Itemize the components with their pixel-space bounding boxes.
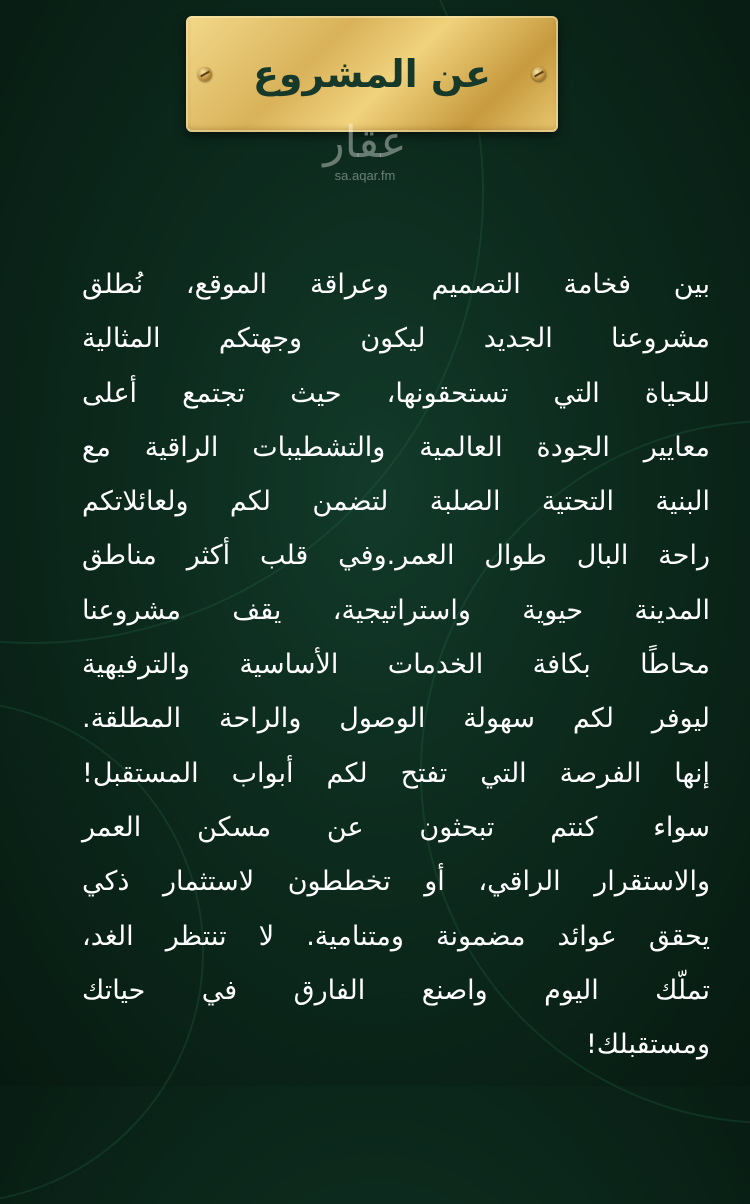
description-line: والاستقرار الراقي، أو تخططون لاستثمار ذكي bbox=[82, 866, 710, 898]
description-line: معايير الجودة العالمية والتشطيبات الراقية مع bbox=[82, 431, 710, 463]
watermark-url: sa.aqar.fm bbox=[334, 168, 396, 183]
watermark bbox=[290, 117, 440, 184]
description-line: محاطًا بكافة الخدمات الأساسية والترفيهية bbox=[82, 649, 710, 681]
description-line: إنها الفرصة التي تفتح لكم أبواب المستقبل! bbox=[82, 757, 710, 789]
description-line: ومستقبلك! bbox=[585, 1029, 710, 1061]
description-line: تملّك اليوم واصنع الفارق في حياتك bbox=[82, 974, 710, 1006]
description-line: مشروعنا الجديد ليكون وجهتكم المثالية bbox=[82, 323, 710, 355]
watermark-logo: عقار bbox=[323, 117, 407, 168]
title-plaque bbox=[186, 16, 558, 132]
project-description bbox=[82, 258, 710, 1072]
description-line: يحقق عوائد مضمونة ومتنامية. لا تنتظر الغد، bbox=[82, 920, 710, 952]
description-line: راحة البال طوال العمر.وفي قلب أكثر مناطق bbox=[82, 540, 710, 572]
description-line: البنية التحتية الصلبة لتضمن لكم ولعائلاتكم bbox=[82, 486, 710, 518]
description-line: للحياة التي تستحقونها، حيث تجتمع أعلى bbox=[82, 377, 710, 409]
description-line: سواء كنتم تبحثون عن مسكن العمر bbox=[82, 811, 710, 843]
screw-icon bbox=[532, 67, 546, 81]
description-line: بين فخامة التصميم وعراقة الموقع، نُطلق bbox=[82, 269, 710, 300]
page-title: عن المشروع bbox=[252, 52, 492, 96]
screw-icon bbox=[198, 67, 212, 81]
description-line: ليوفر لكم سهولة الوصول والراحة المطلقة. bbox=[82, 703, 710, 735]
description-line: المدينة حيوية واستراتيجية، يقف مشروعنا bbox=[82, 594, 710, 626]
